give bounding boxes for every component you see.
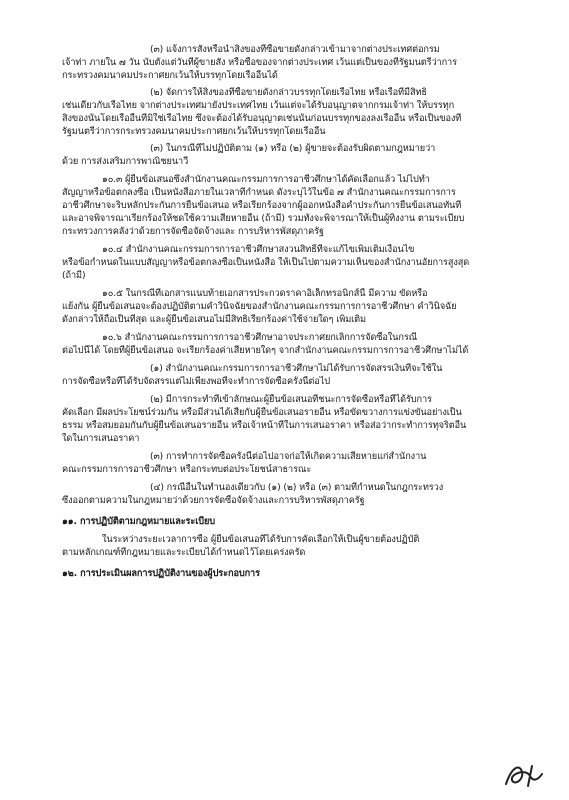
text-line: ๑๐.๔ สำนักงานคณะกรรมการการอาชีวศึกษาสงวนสิทธิ์ที่จะแก้ไขเพิ่มเติมเงื่อนไข [102, 244, 415, 255]
text-line: ๑๐.๓ ผู้ยื่นข้อเสนอซึ่งสำนักงานคณะกรรมการการอาชีวศึกษาได้คัดเลือกแล้ว ไม่ไปทำ [102, 174, 430, 185]
text-line: ๑๑. การปฏิบัติตามกฎหมายและระเบียบ [62, 516, 216, 527]
text-line: (ถ้ามี) [62, 270, 86, 281]
signature-mark [500, 758, 552, 790]
text-line: อาชีวศึกษาจะริบหลักประกันการยื่นข้อเสนอ หรือเรียกร้องจากผู้ออกหนังสือค้ำประกันการยื่นข้อเสนอทันที [62, 200, 462, 211]
text-line: (๑) สำนักงานคณะกรรมการการอาชีวศึกษาไม่ได้รับการจัดสรรเงินที่จะใช้ใน [150, 363, 443, 374]
text-line: สัญญาหรือข้อตกลงซื้อ เป็นหนังสือภายในเวลาที่กำหนด ดังระบุไว้ในข้อ ๗ สำนักงานคณะกรรมการการ [62, 187, 456, 198]
text-line: (๔) กรณีอื่นในทำนองเดียวกับ (๑) (๒) หรือ (๓) ตามที่กำหนดในกฎกระทรวง [150, 482, 444, 493]
text-line: คัดเลือก มีผลประโยชน์ร่วมกัน หรือมีส่วนได้เสียกับผู้ยื่นข้อเสนอรายอื่น หรือขัดขวางการแข่งขันอย่างเป็น [62, 407, 462, 418]
text-line: ธรรม หรือสมยอมกันกับผู้ยื่นข้อเสนอรายอื่น หรือเจ้าหน้าที่ในการเสนอราคา หรือส่อว่ากระทำการทุจริตอื่น [62, 420, 467, 431]
text-line: เจ้าท่า ภายใน ๗ วัน นับตั้งแต่วันที่ผู้ขายสั่ง หรือซื้อของจากต่างประเทศ เว้นแต่เป็นของที่รัฐมนตรีว่าการ [62, 57, 457, 68]
text-line: ในระหว่างระยะเวลาการซื้อ ผู้ยื่นข้อเสนอที่ได้รับการคัดเลือกให้เป็นผู้ขายต้องปฏิบัติ [102, 534, 420, 545]
text-line: (๓) ในกรณีที่ไม่ปฏิบัติตาม (๑) หรือ (๒) ผู้ขายจะต้องรับผิดตามกฎหมายว่า [150, 143, 436, 154]
text-line: เช่นเดียวกับเรือไทย จากต่างประเทศมายังประเทศไทย เว้นแต่จะได้รับอนุญาตจากกรมเจ้าท่า ให้บรรทุก [62, 100, 455, 111]
text-line: ด้วย การส่งเสริมการพาณิชยนาวี [62, 156, 189, 167]
text-line: ๑๒. การประเมินผลการปฏิบัติงานของผู้ประกอบการ [62, 568, 260, 579]
text-line: ซึ่งออกตามความในกฎหมายว่าด้วยการจัดซื้อจัดจ้างและการบริหารพัสดุภาครัฐ [62, 495, 365, 506]
text-line: ใดในการเสนอราคา [62, 433, 140, 444]
text-line: ดังกล่าวให้ถือเป็นที่สุด และผู้ยื่นข้อเสนอไม่มีสิทธิเรียกร้องค่าใช้จ่ายใดๆ เพิ่มเติม [62, 314, 367, 325]
text-line: ต่อไปนี้ได้ โดยที่ผู้ยื่นข้อเสนอ จะเรียกร้องค่าเสียหายใดๆ จากสำนักงานคณะกรรมการการอาชีวศึกษาไม่ได้ [62, 345, 469, 356]
text-line: (๒) มีการกระทำที่เข้าลักษณะผู้ยื่นข้อเสนอที่ชนะการจัดซื้อหรือที่ได้รับการ [150, 394, 432, 405]
text-line: (๒) จัดการให้สิ่งของที่ซื้อขายดังกล่าวบรรทุกโดยเรือไทย หรือเรือที่มีสิทธิ [150, 87, 427, 98]
text-line: กระทรวงการคลังว่าด้วยการจัดซื้อจัดจ้างและ การบริหารพัสดุภาครัฐ [62, 226, 324, 237]
text-line: และอาจพิจารณาเรียกร้องให้ชดใช้ความเสียหายอื่น (ถ้ามี) รวมทั้งจะพิจารณาให้เป็นผู้ทิ้งงาน ตามระเบียบ [62, 213, 465, 224]
text-line: หรือข้อกำหนดในแบบสัญญาหรือข้อตกลงซื้อเป็นหนังสือ ให้เป็นไปตามความเห็นของสำนักงานอัยการสูงสุด [62, 257, 470, 268]
text-line: แย้งกัน ผู้ยื่นข้อเสนอจะต้องปฏิบัติตามคำวินิจฉัยของสำนักงานคณะกรรมการการอาชีวศึกษา คำวินิจฉัย [62, 301, 457, 312]
text-line: รัฐมนตรีว่าการกระทรวงคมนาคมประกาศยกเว้นให้บรรทุกโดยเรืออื่น [62, 126, 326, 137]
text-line: สิ่งของนั้นโดยเรืออื่นที่มิใช่เรือไทย ซึ่งจะต้องได้รับอนุญาตเช่นนั้นก่อนบรรทุกของลงเรืออื่น หรือเป็นของที่ [62, 113, 462, 124]
text-line: (๓) การทำการจัดซื้อครั้งนี้ต่อไปอาจก่อให้เกิดความเสียหายแก่สำนักงาน [150, 451, 427, 462]
text-line: ๑๐.๕ ในกรณีที่เอกสารแนบท้ายเอกสารประกวดราคาอิเล็กทรอนิกส์นี้ มีความ ขัดหรือ [102, 288, 428, 299]
text-line: กระทรวงคมนาคมประกาศยกเว้นให้บรรทุกโดยเรืออื่นได้ [62, 70, 278, 81]
text-line: ตามหลักเกณฑ์ที่กฎหมายและระเบียบได้กำหนดไว้โดยเคร่งครัด [62, 547, 306, 558]
text-line: การจัดซื้อหรือที่ได้รับจัดสรรแต่ไม่เพียงพอที่จะทำการจัดซื้อครั้งนี้ต่อไป [62, 376, 330, 387]
text-line: (๓) แจ้งการสั่งหรือนำสิ่งของที่ซื้อขายดังกล่าวเข้ามาจากต่างประเทศต่อกรม [150, 44, 440, 55]
text-line: ๑๐.๖ สำนักงานคณะกรรมการการอาชีวศึกษาอาจประกาศยกเลิกการจัดซื้อในกรณี [102, 332, 418, 343]
text-line: คณะกรรมการการอาชีวศึกษา หรือกระทบต่อประโยชน์สาธารณะ [62, 464, 312, 475]
